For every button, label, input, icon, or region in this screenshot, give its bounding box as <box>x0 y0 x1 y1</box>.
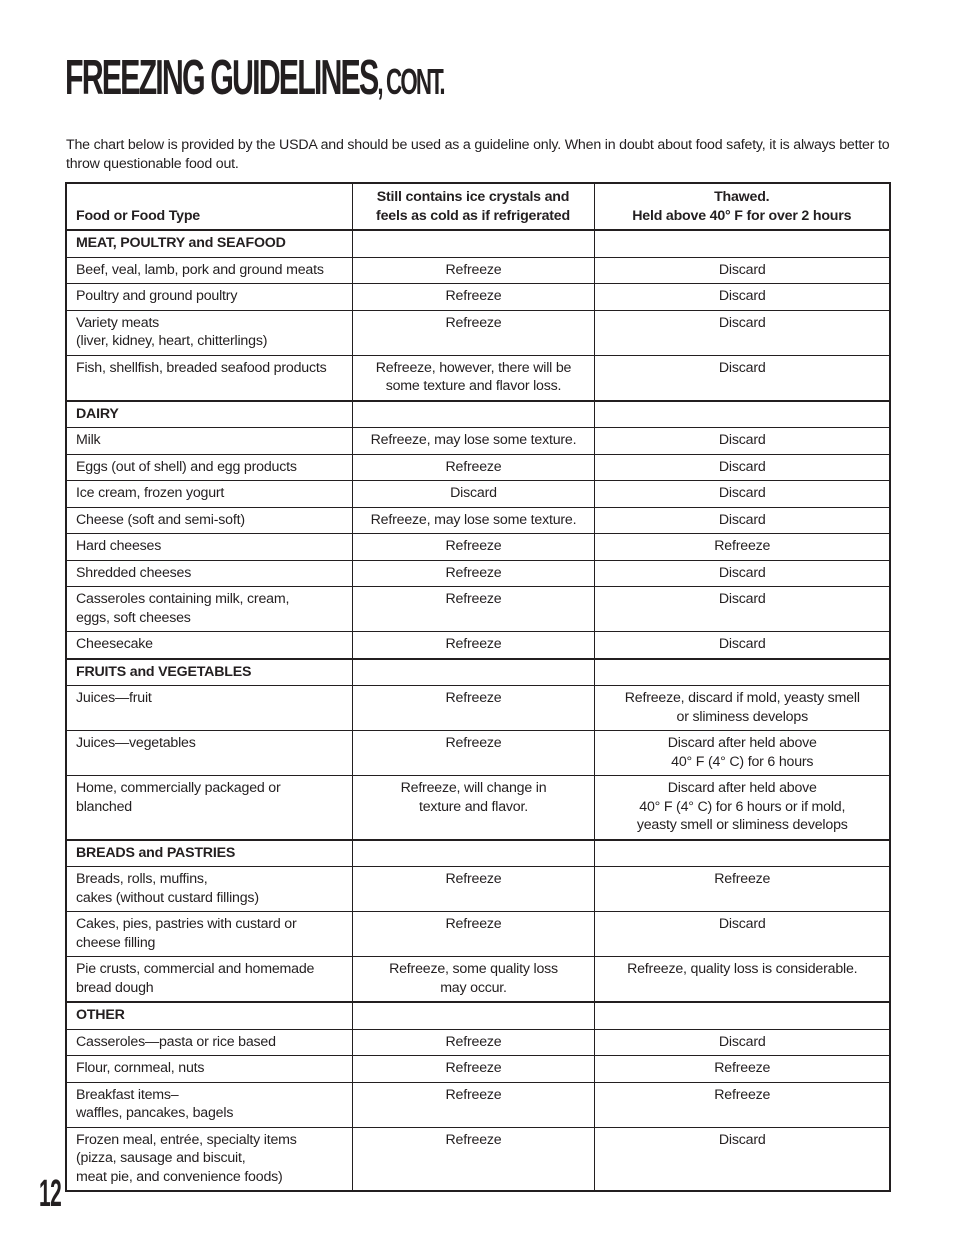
thawed-action-cell: Discard after held above 40° F (4° C) for 6 hours or if mold, yeasty smell or sliminess develops <box>594 776 890 840</box>
category-empty-cell <box>352 1002 594 1029</box>
header-frozen-line2: feels as cold as if refrigerated <box>376 207 570 224</box>
page-title-suffix: , CONT. <box>377 61 444 102</box>
category-row <box>66 230 890 257</box>
food-type-cell: Pie crusts, commercial and homemade bread dough <box>66 957 352 1003</box>
category-name: BREADS and PASTRIES <box>66 840 352 867</box>
thawed-action-cell: Discard <box>594 587 890 632</box>
header-thawed-line1: Thawed. <box>714 189 770 205</box>
table-row <box>66 867 890 912</box>
food-type-cell: Casseroles containing milk, cream, eggs, soft cheeses <box>66 587 352 632</box>
frozen-action-cell: Refreeze <box>352 731 594 776</box>
header-frozen <box>352 183 594 230</box>
table-row <box>66 507 890 534</box>
thawed-action-cell: Discard <box>594 560 890 587</box>
table-row <box>66 355 890 401</box>
table-row <box>66 481 890 508</box>
food-type-cell: Milk <box>66 428 352 455</box>
thawed-action-cell: Refreeze <box>594 1082 890 1127</box>
food-type-cell: Hard cheeses <box>66 534 352 561</box>
table-row <box>66 534 890 561</box>
table-row <box>66 776 890 840</box>
table-row <box>66 686 890 731</box>
table-header-row <box>66 183 890 230</box>
category-empty-cell <box>352 840 594 867</box>
food-type-cell: Fish, shellfish, breaded seafood products <box>66 355 352 401</box>
page-title-main: FREEZING GUIDELINES <box>65 51 378 105</box>
food-type-cell: Breakfast items– waffles, pancakes, bagels <box>66 1082 352 1127</box>
thawed-action-cell: Discard <box>594 257 890 284</box>
table-row <box>66 428 890 455</box>
frozen-action-cell: Refreeze, will change in texture and flavor. <box>352 776 594 840</box>
thawed-action-cell: Refreeze <box>594 867 890 912</box>
category-empty-cell <box>352 401 594 428</box>
thawed-action-cell: Discard <box>594 481 890 508</box>
page-number: 12 <box>39 1173 62 1215</box>
food-type-cell: Cheesecake <box>66 632 352 659</box>
table-row <box>66 257 890 284</box>
food-type-cell: Breads, rolls, muffins, cakes (without custard fillings) <box>66 867 352 912</box>
food-type-cell: Flour, cornmeal, nuts <box>66 1056 352 1083</box>
food-type-cell: Juices—vegetables <box>66 731 352 776</box>
header-frozen-line1: Still contains ice crystals and <box>376 189 570 205</box>
food-type-cell: Cakes, pies, pastries with custard or cheese filling <box>66 912 352 957</box>
table-row <box>66 1029 890 1056</box>
category-empty-cell <box>594 659 890 686</box>
thawed-action-cell: Discard <box>594 428 890 455</box>
category-row <box>66 1002 890 1029</box>
category-empty-cell <box>594 401 890 428</box>
thawed-action-cell: Refreeze <box>594 1056 890 1083</box>
food-type-cell: Eggs (out of shell) and egg products <box>66 454 352 481</box>
table-row <box>66 560 890 587</box>
frozen-action-cell: Refreeze, however, there will be some texture and flavor loss. <box>352 355 594 401</box>
frozen-action-cell: Refreeze <box>352 560 594 587</box>
frozen-action-cell: Refreeze, may lose some texture. <box>352 428 594 455</box>
table-row <box>66 1056 890 1083</box>
category-name: OTHER <box>66 1002 352 1029</box>
food-type-cell: Home, commercially packaged or blanched <box>66 776 352 840</box>
intro-paragraph: The chart below is provided by the USDA and should be used as a guideline only. When in doubt about food safety, it is always better to throw questionable food out. <box>66 137 890 172</box>
thawed-action-cell: Discard <box>594 284 890 311</box>
frozen-action-cell: Refreeze, may lose some texture. <box>352 507 594 534</box>
thawed-action-cell: Discard <box>594 454 890 481</box>
table-row <box>66 957 890 1003</box>
food-type-cell: Variety meats (liver, kidney, heart, chitterlings) <box>66 310 352 355</box>
category-empty-cell <box>594 230 890 257</box>
category-empty-cell <box>352 230 594 257</box>
category-name: DAIRY <box>66 401 352 428</box>
category-empty-cell <box>594 1002 890 1029</box>
table-row <box>66 1127 890 1191</box>
table-row <box>66 587 890 632</box>
table-body <box>66 230 890 1191</box>
header-thawed <box>594 183 890 230</box>
page-title <box>65 52 444 108</box>
frozen-action-cell: Refreeze <box>352 454 594 481</box>
frozen-action-cell: Refreeze <box>352 912 594 957</box>
category-empty-cell <box>594 840 890 867</box>
food-type-cell: Juices—fruit <box>66 686 352 731</box>
thawed-action-cell: Discard <box>594 1127 890 1191</box>
table-row <box>66 454 890 481</box>
frozen-action-cell: Refreeze <box>352 284 594 311</box>
header-thawed-line2: Held above 40° F for over 2 hours <box>632 207 852 224</box>
food-type-cell: Cheese (soft and semi-soft) <box>66 507 352 534</box>
freezing-guidelines-table <box>65 182 891 1192</box>
category-name: FRUITS and VEGETABLES <box>66 659 352 686</box>
frozen-action-cell: Refreeze <box>352 1082 594 1127</box>
thawed-action-cell: Discard <box>594 632 890 659</box>
thawed-action-cell: Refreeze, quality loss is considerable. <box>594 957 890 1003</box>
table-row <box>66 310 890 355</box>
table-row <box>66 284 890 311</box>
frozen-action-cell: Refreeze <box>352 257 594 284</box>
table-row <box>66 912 890 957</box>
thawed-action-cell: Discard <box>594 507 890 534</box>
category-row <box>66 840 890 867</box>
frozen-action-cell: Refreeze <box>352 686 594 731</box>
thawed-action-cell: Refreeze <box>594 534 890 561</box>
frozen-action-cell: Refreeze <box>352 534 594 561</box>
food-type-cell: Shredded cheeses <box>66 560 352 587</box>
category-row <box>66 401 890 428</box>
header-food-type: Food or Food Type <box>66 183 352 230</box>
food-type-cell: Frozen meal, entrée, specialty items (pizza, sausage and biscuit, meat pie, and convenience foods) <box>66 1127 352 1191</box>
frozen-action-cell: Refreeze <box>352 632 594 659</box>
thawed-action-cell: Refreeze, discard if mold, yeasty smell or sliminess develops <box>594 686 890 731</box>
frozen-action-cell: Refreeze, some quality loss may occur. <box>352 957 594 1003</box>
category-name: MEAT, POULTRY and SEAFOOD <box>66 230 352 257</box>
thawed-action-cell: Discard <box>594 912 890 957</box>
table-row <box>66 731 890 776</box>
food-type-cell: Beef, veal, lamb, pork and ground meats <box>66 257 352 284</box>
category-row <box>66 659 890 686</box>
category-empty-cell <box>352 659 594 686</box>
frozen-action-cell: Refreeze <box>352 1029 594 1056</box>
thawed-action-cell: Discard <box>594 355 890 401</box>
thawed-action-cell: Discard <box>594 1029 890 1056</box>
food-type-cell: Ice cream, frozen yogurt <box>66 481 352 508</box>
thawed-action-cell: Discard after held above 40° F (4° C) for 6 hours <box>594 731 890 776</box>
frozen-action-cell: Refreeze <box>352 1127 594 1191</box>
frozen-action-cell: Refreeze <box>352 867 594 912</box>
frozen-action-cell: Discard <box>352 481 594 508</box>
frozen-action-cell: Refreeze <box>352 310 594 355</box>
table-row <box>66 1082 890 1127</box>
food-type-cell: Poultry and ground poultry <box>66 284 352 311</box>
food-type-cell: Casseroles—pasta or rice based <box>66 1029 352 1056</box>
frozen-action-cell: Refreeze <box>352 587 594 632</box>
frozen-action-cell: Refreeze <box>352 1056 594 1083</box>
table-row <box>66 632 890 659</box>
thawed-action-cell: Discard <box>594 310 890 355</box>
